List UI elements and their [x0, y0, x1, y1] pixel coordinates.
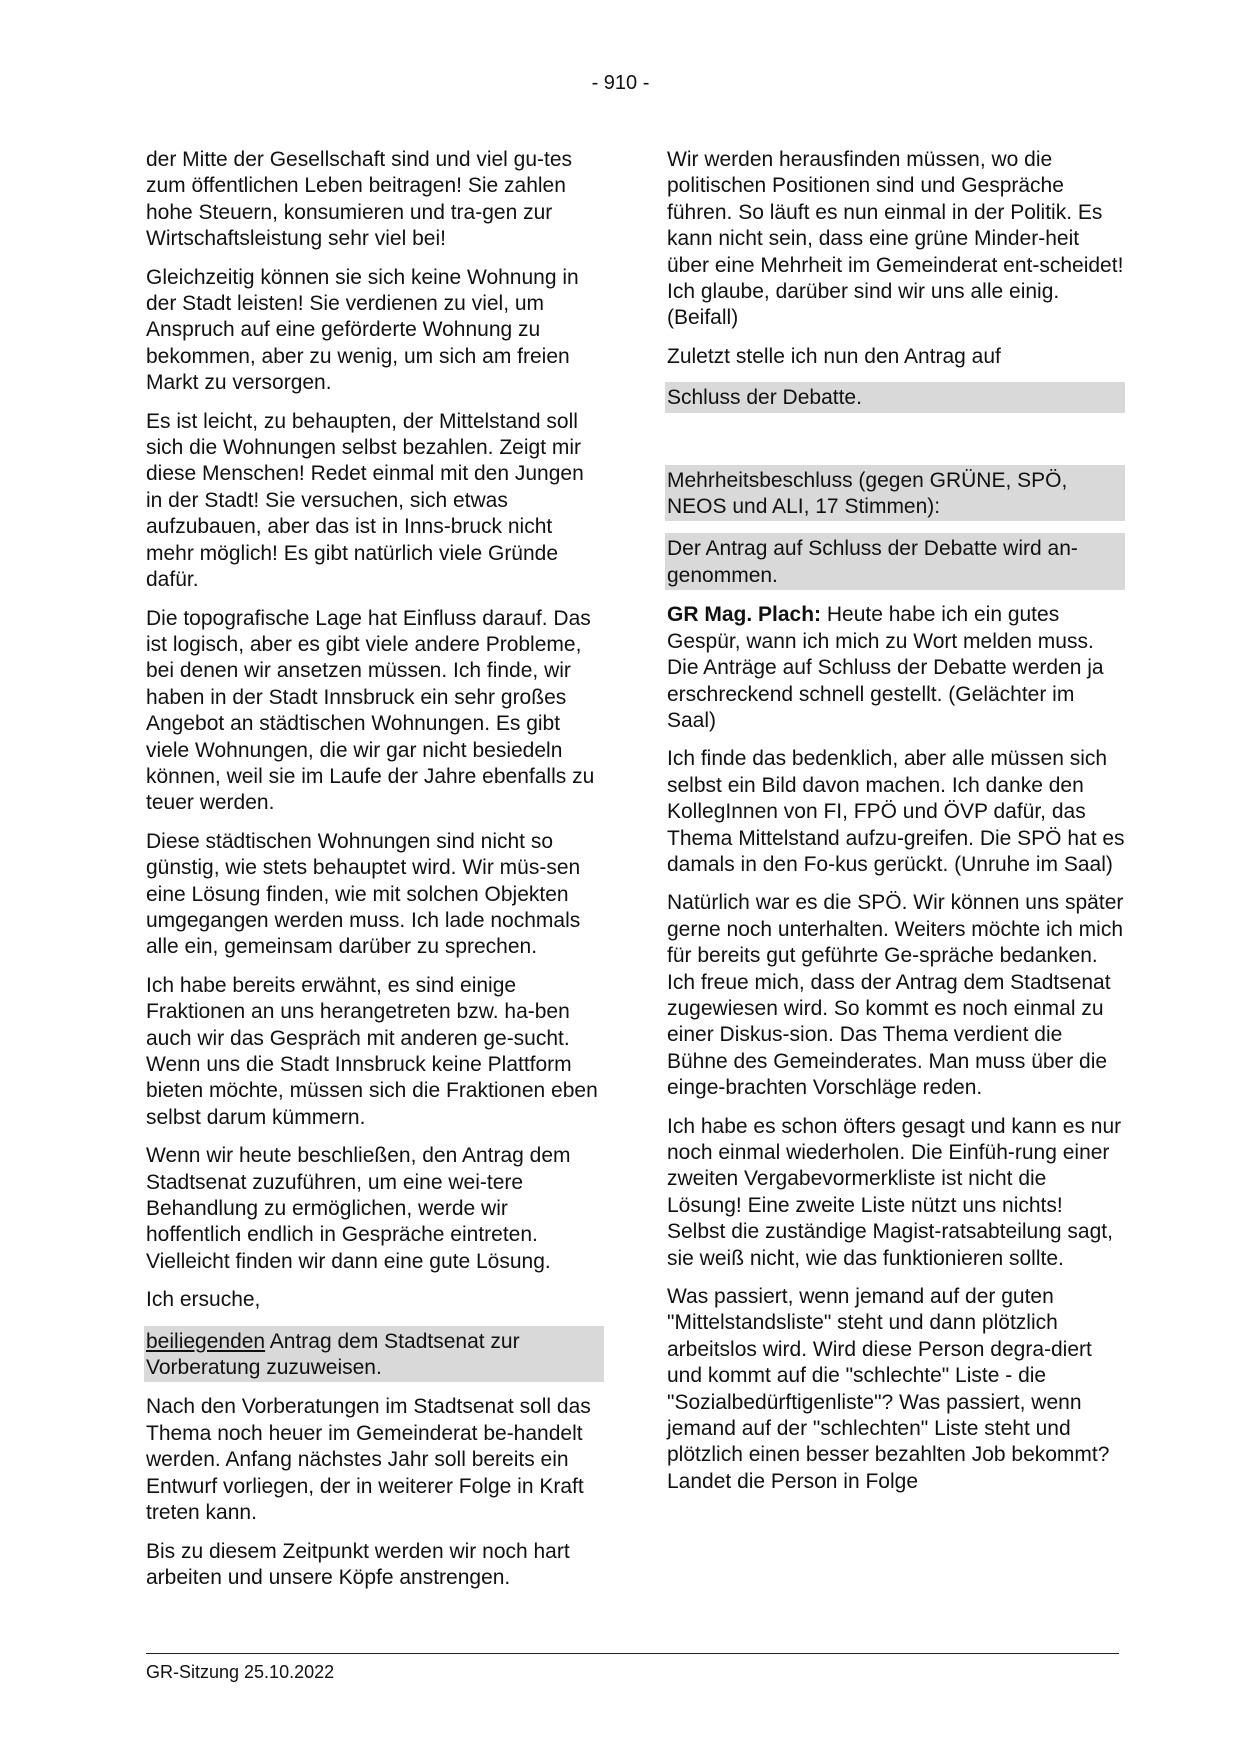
right-column	[667, 147, 1125, 1507]
paragraph: Ich finde das bedenklich, aber alle müssen sich selbst ein Bild davon machen. Ich danke den KollegInnen von FI, FPÖ und ÖVP dafür, das Thema Mittelstand aufzu-greifen. Die SPÖ hat es damals in den Fo-kus gerückt. (Unruhe im Saal)	[667, 747, 1125, 876]
motion-underlined-word: beiliegenden	[146, 1329, 266, 1353]
paragraph: Diese städtischen Wohnungen sind nicht so günstig, wie stets behauptet wird. Wir müs-sen eine Lösung finden, wie mit solchen Objekten umgegangen werden muss. Ich lade nochmals alle ein, gemeinsam darüber zu sprechen.	[146, 829, 581, 959]
paragraph: Es ist leicht, zu behaupten, der Mittelstand soll sich die Wohnungen selbst bezahlen. Zeigt mir diese Menschen! Redet einmal mit den Jungen in der Stadt! Sie versuchen, sich etwas aufzubauen, aber das ist in Inns-bruck nicht mehr möglich! Es gibt natürlich viele Gründe dafür.	[146, 409, 584, 592]
paragraph: Was passiert, wenn jemand auf der guten "Mittelstandsliste" steht und dann plötzlich arbeitslos wird. Wird diese Person degra-diert und kommt auf die "schlechte" Liste - die "Sozialbedürftigenliste"? Was passiert, wenn jemand auf der "schlechten" Liste steht und plötzlich einen besser bezahlten Job bekommt? Landet die Person in Folge	[667, 1285, 1110, 1493]
paragraph: Nach den Vorberatungen im Stadtsenat soll das Thema noch heuer im Gemeinderat be-handelt werden. Anfang nächstes Jahr soll bereits ein Entwurf vorliegen, der in weiterer Folge in Kraft treten kann.	[146, 1395, 591, 1525]
paragraph: Wenn wir heute beschließen, den Antrag dem Stadtsenat zuzuführen, um eine wei-tere Behandlung zu ermöglichen, werde wir hoffentlich endlich in Gespräche eintreten. Vielleicht finden wir dann eine gute Lösung.	[146, 1144, 571, 1273]
footer: GR-Sitzung 25.10.2022	[146, 1662, 335, 1682]
resolution-highlight: Mehrheitsbeschluss (gegen GRÜNE, SPÖ, NEOS und ALI, 17 Stimmen):	[665, 465, 1125, 522]
resolution-text-highlight: Der Antrag auf Schluss der Debatte wird an-genommen.	[665, 533, 1125, 590]
paragraph: Natürlich war es die SPÖ. Wir können uns später gerne noch unterhalten. Weiters möchte ich mich für bereits gut geführte Ge-spräche bedanken. Ich freue mich, dass der Antrag dem Stadtsenat zugewiesen wird. So kommt es noch einmal zu einer Diskus-sion. Das Thema verdient die Bühne des Gemeinderates. Man muss über die einge-brachten Vorschläge reden.	[667, 891, 1124, 1100]
motion-text: Antrag dem Stadtsenat zur Vorberatung zuzuweisen.	[146, 1329, 520, 1380]
speaker-text: Heute habe ich ein gutes Gespür, wann ich mich zu Wort melden muss. Die Anträge auf Schluss der Debatte werden ja erschreckend schnell gestellt. (Gelächter im Saal)	[667, 603, 1104, 732]
paragraph: Ich habe es schon öfters gesagt und kann es nur noch einmal wiederholen. Die Einfüh-rung einer zweiten Vergabevormerkliste ist nicht die Lösung! Eine zweite Liste nützt uns nichts! Selbst die zuständige Magist-ratsabteilung sagt, sie weiß nicht, wie das funktionieren sollte.	[667, 1114, 1122, 1270]
speaker-name: GR Mag. Plach:	[667, 603, 822, 627]
paragraph: Zuletzt stelle ich nun den Antrag auf	[667, 344, 1001, 368]
motion-highlight	[144, 1326, 604, 1383]
footer-divider	[146, 1653, 1119, 1654]
motion-highlight: Schluss der Debatte.	[665, 382, 1125, 412]
paragraph: Ich habe bereits erwähnt, es sind einige Fraktionen an uns herangetreten bzw. ha-ben auch wir das Gespräch mit anderen ge-sucht. Wenn uns die Stadt Innsbruck keine Plattform bieten möchte, müssen sich die Fraktionen eben selbst darum kümmern.	[146, 973, 598, 1129]
paragraph: Die topografische Lage hat Einfluss darauf. Das ist logisch, aber es gibt viele andere Probleme, bei denen wir ansetzen müssen. Ich finde, wir haben in der Stadt Innsbruck ein sehr großes Angebot an städtischen Wohnungen. Es gibt viele Wohnungen, die wir gar nicht besiedeln können, weil sie im Laufe der Jahre ebenfalls zu teuer werden.	[146, 606, 595, 815]
paragraph: Bis zu diesem Zeitpunkt werden wir noch hart arbeiten und unsere Köpfe anstrengen.	[146, 1539, 570, 1589]
left-column	[146, 147, 604, 1603]
paragraph: Gleichzeitig können sie sich keine Wohnung in der Stadt leisten! Sie verdienen zu viel, um Anspruch auf eine geförderte Wohnung zu bekommen, aber zu wenig, um sich am freien Markt zu versorgen.	[146, 265, 579, 395]
paragraph: Ich ersuche,	[146, 1288, 261, 1312]
page-number: - 910 -	[591, 72, 650, 94]
speaker-paragraph	[667, 602, 1125, 734]
paragraph: der Mitte der Gesellschaft sind und viel gu-tes zum öffentlichen Leben beitragen! Sie zahlen hohe Steuern, konsumieren und tra-gen zur Wirtschaftsleistung sehr viel bei!	[146, 148, 573, 251]
paragraph: Wir werden herausfinden müssen, wo die politischen Positionen sind und Gespräche führen. So läuft es nun einmal in der Politik. Es kann nicht sein, dass eine grüne Minder-heit über eine Mehrheit im Gemeinderat ent-scheidet! Ich glaube, darüber sind wir uns alle einig. (Beifall)	[667, 148, 1124, 330]
